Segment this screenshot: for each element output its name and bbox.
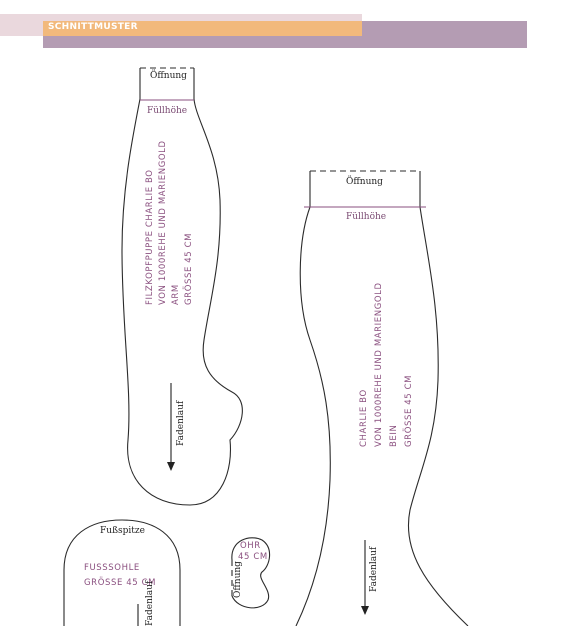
leg-opening-label: Öffnung bbox=[346, 177, 383, 187]
leg-caption-line-2: VON 1000REHE UND MARIENGOLD bbox=[374, 282, 384, 447]
sole-caption-line-1: FUSSSOHLE bbox=[84, 563, 140, 573]
sole-grain-label: Fadenlauf bbox=[145, 580, 155, 626]
leg-grain bbox=[369, 546, 379, 592]
sole-pattern bbox=[64, 520, 180, 626]
sole-grain bbox=[145, 580, 155, 626]
arm-fill-label: Füllhöhe bbox=[147, 106, 188, 116]
arm-grain-arrowhead bbox=[167, 462, 175, 471]
section-label: SCHNITTMUSTER bbox=[48, 22, 138, 32]
leg-caption-line-1: CHARLIE BO bbox=[359, 389, 369, 447]
arm-opening-label: Öffnung bbox=[150, 71, 187, 81]
sole-caption-line-2: GRÖSSE 45 CM bbox=[84, 578, 157, 588]
ear-opening-label: Öffnung bbox=[233, 561, 243, 598]
leg-outline-right bbox=[408, 171, 468, 626]
leg-grain-label: Fadenlauf bbox=[369, 546, 379, 592]
arm-caption-line-2: VON 1000REHE UND MARIENGOLD bbox=[158, 140, 168, 305]
arm-caption-line-1: FILZKOPFPUPPE CHARLIE BO bbox=[145, 169, 155, 305]
leg-outline bbox=[296, 171, 330, 626]
arm-pattern bbox=[122, 68, 242, 505]
leg-caption bbox=[359, 282, 414, 447]
ear-caption-line-1: OHR bbox=[240, 541, 261, 551]
leg-grain-arrowhead bbox=[361, 606, 369, 615]
leg-fill-label: Füllhöhe bbox=[346, 212, 387, 222]
leg-pattern bbox=[296, 171, 468, 626]
arm-caption-line-3: ARM bbox=[171, 284, 181, 305]
arm-caption-line-4: GRÖSSE 45 CM bbox=[184, 232, 194, 305]
leg-caption-line-4: GRÖSSE 45 CM bbox=[404, 374, 414, 447]
leg-caption-line-3: BEIN bbox=[389, 424, 399, 447]
sole-toe-label: Fußspitze bbox=[100, 526, 145, 536]
ear-pattern bbox=[231, 538, 270, 608]
ear-caption-line-2: 45 CM bbox=[238, 552, 268, 562]
ear-opening bbox=[231, 561, 243, 598]
arm-grain-label: Fadenlauf bbox=[176, 400, 186, 446]
arm-caption bbox=[145, 140, 194, 305]
arm-grain bbox=[176, 400, 186, 446]
